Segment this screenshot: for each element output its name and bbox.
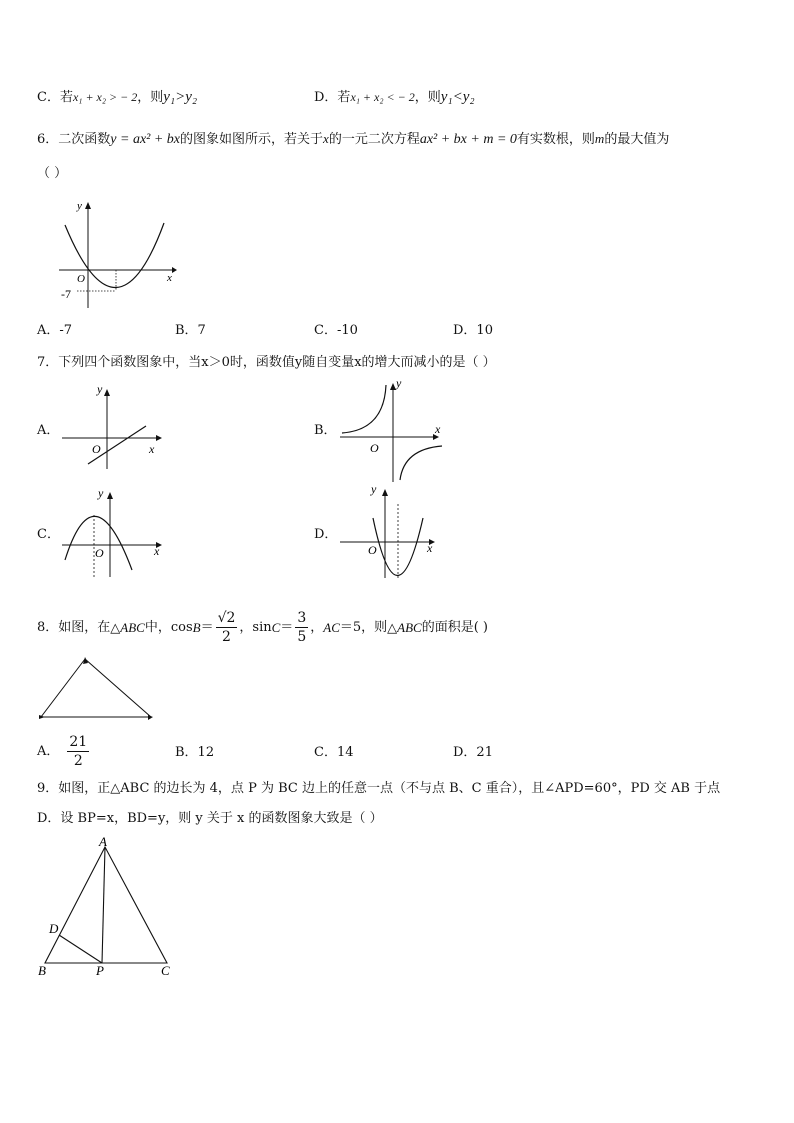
q6-option-b: B．7 xyxy=(175,323,206,338)
q7c-origin-label: O xyxy=(95,546,104,560)
q7-option-c-label: C． xyxy=(37,527,60,542)
q6-fig-x-label: x xyxy=(167,272,172,284)
q9-label-a: A xyxy=(99,835,107,849)
q9-label-c: C xyxy=(161,963,170,978)
q7-option-d-label: D． xyxy=(314,527,338,542)
q9-stem-line2: D．设 BP=x，BD=y，则 y 关于 x 的函数图象大致是（ ） xyxy=(37,811,383,826)
q7a-y-label: y xyxy=(97,382,103,396)
q7b-x-label: x xyxy=(435,422,441,436)
q6-answer-blank: （ ） xyxy=(37,166,68,181)
q7c-x-label: x xyxy=(154,544,160,558)
q7-stem: 7．下列四个函数图象中，当x＞0时，函数值y随自变量x的增大而减小的是（ ） xyxy=(37,355,496,370)
q7c-y-label: y xyxy=(98,486,104,500)
q8-triangle-figure xyxy=(36,655,156,725)
q9-triangle-figure xyxy=(35,835,180,980)
q6-fig-y-label: y xyxy=(77,200,82,212)
q6-parabola-figure xyxy=(55,195,180,310)
q8-option-c: C．14 xyxy=(314,745,354,760)
q7a-origin-label: O xyxy=(92,442,101,456)
option-a-fraction: 21 2 xyxy=(69,734,88,769)
q9-label-d: D xyxy=(49,921,59,936)
q6-option-d: D．10 xyxy=(453,323,493,338)
q6-stem: 6．二次函数y = ax² + bx的图象如图所示，若关于x的一元二次方程ax² + bx + m = 0有实数根，则m的最大值为 xyxy=(37,131,670,147)
q7a-x-label: x xyxy=(149,442,155,456)
q8-option-b: B．12 xyxy=(175,745,215,760)
q6-fig-origin-label: O xyxy=(77,273,85,285)
q8-stem: 8．如图，在 △ABC 中，cos B ＝ √2 2 ，sin C ＝ 3 5 ， AC ＝5，则 △ABC 的面积是( ) xyxy=(37,610,488,645)
q8-option-a: A． 21 2 xyxy=(37,734,88,769)
q7d-x-label: x xyxy=(427,541,433,555)
cos-b-fraction: √2 2 xyxy=(217,610,236,645)
q7-graph-d-upward-parabola xyxy=(338,480,443,580)
q9-label-b: B xyxy=(38,963,46,978)
q7-graph-a-linear xyxy=(60,380,170,470)
q7-option-a-label: A． xyxy=(37,423,60,438)
sin-c-fraction: 3 5 xyxy=(297,610,307,645)
q7b-origin-label: O xyxy=(370,441,379,455)
q6-option-c: C．-10 xyxy=(314,323,358,338)
q7b-y-label: y xyxy=(396,376,402,390)
q6-option-a: A．-7 xyxy=(37,323,73,338)
q8-option-d: D．21 xyxy=(453,745,493,760)
q6-fig-vertex-value: -7 xyxy=(61,287,71,301)
q7-graph-b-inverse xyxy=(338,374,448,484)
q9-label-p: P xyxy=(96,963,104,978)
q5-option-d: D．若x₁ + x₂ < − 2，则y₁<y₂ xyxy=(314,89,475,105)
q9-stem-line1: 9．如图，正△ABC 的边长为 4，点 P 为 BC 边上的任意一点（不与点 B、C 重合），且∠APD=60°，PD 交 AB 于点 xyxy=(37,781,721,796)
q7d-origin-label: O xyxy=(368,543,377,557)
q7d-y-label: y xyxy=(371,482,377,496)
q5-option-c: C．若x₁ + x₂ > − 2，则y₁>y₂ xyxy=(37,89,198,105)
q7-graph-c-downward-parabola xyxy=(60,485,170,580)
q7-option-b-label: B． xyxy=(314,423,337,438)
